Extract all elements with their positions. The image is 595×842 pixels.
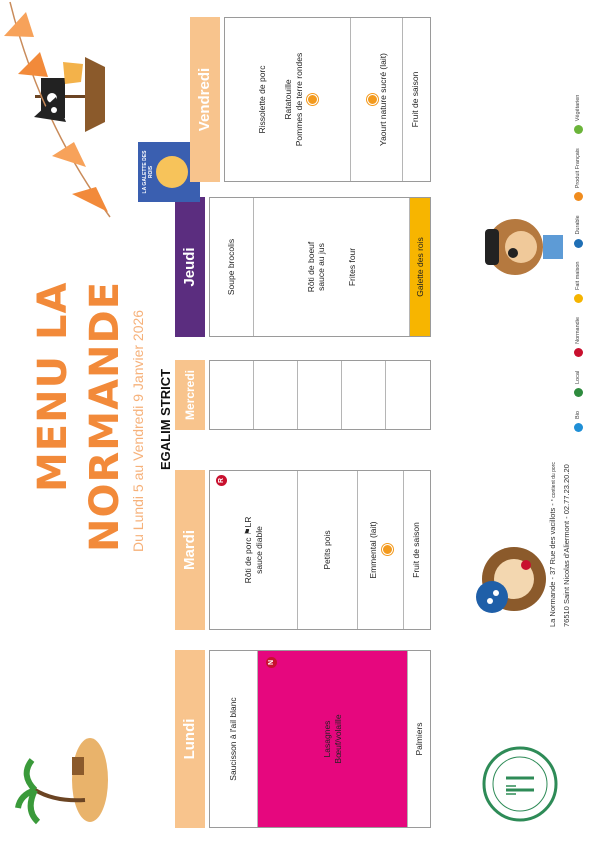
footer-address-line2: 76510 Saint Nicolas d'Aliermont - 02.77.23.20.20: [562, 464, 571, 627]
menu-item: Yaourt nature sucré (lait): [378, 53, 389, 146]
produit-francais-icon: [574, 192, 583, 201]
menu-item: Emmental (lait): [368, 521, 379, 579]
egalim-label: EGALIM STRICT: [158, 368, 173, 470]
legend-item-vegetarien: Végétarien: [574, 95, 583, 135]
menu-item: Fruit de saison: [410, 522, 421, 578]
day-header-vendredi: Vendredi: [190, 17, 220, 182]
day-column-mercredi: [175, 360, 430, 430]
menu-item: Rissolette de porc: [256, 65, 267, 134]
menu-item: Galette des rois: [414, 237, 425, 297]
menu-item: sauce diable: [253, 526, 264, 574]
menu-cell-mardi-fromage: [358, 471, 404, 629]
menu-item: Saucisson à l'ail blanc: [228, 697, 239, 781]
menu-title: MENU LA: [30, 281, 76, 492]
menu-item: Bœuf/volaille: [332, 714, 343, 764]
normandie-badge-icon: N: [266, 657, 277, 668]
menu-item: Ratatouille: [283, 79, 294, 120]
legend-item-fait-maison: Fait maison: [574, 262, 583, 303]
label-rouge-badge-icon: R: [216, 475, 227, 486]
bio-icon: [574, 423, 583, 432]
menu-cell-lundi-entree: [210, 651, 258, 827]
island-illustration: [10, 735, 120, 830]
legend-item-durable: Durable: [574, 215, 583, 247]
footer-address-line1: La Normande - 37 Rue des vacillots - * contient du porc: [548, 462, 557, 627]
galette-label: LA GALETTE DES ROIS: [142, 150, 154, 194]
menu-cell-lundi-plat: [258, 651, 408, 827]
menu-cell-mercredi-4: [342, 361, 386, 429]
menu-item: Lasagnes: [321, 720, 332, 758]
menu-item: Soupe brocolis: [226, 238, 237, 296]
menu-item: Frites four: [346, 247, 357, 287]
menu-cell-mercredi-1: [210, 361, 254, 429]
menu-cell-jeudi-plat: [254, 198, 410, 336]
menu-item: Rôti de boeuf: [305, 241, 316, 293]
legend-item-produit-francais: Produit Français: [574, 148, 583, 201]
menu-cell-vendredi-dessert: [403, 18, 428, 181]
fait-maison-dot-icon: [307, 94, 318, 105]
menu-item: sauce au jus: [316, 243, 327, 291]
menu-cell-vendredi-plat: [225, 18, 351, 181]
menu-cell-mardi-legume: [298, 471, 358, 629]
menu-title-restaurant: NORMANDE: [82, 280, 128, 552]
day-header-mardi: Mardi: [175, 470, 205, 630]
la-normande-logo: [480, 744, 560, 824]
normandie-icon: [574, 348, 583, 357]
legend: [570, 12, 586, 432]
day-column-jeudi: [175, 197, 430, 337]
day-column-mardi: [175, 470, 430, 630]
menu-item: Rôti de porc ⚑LR: [242, 516, 253, 584]
day-column-lundi: [175, 650, 430, 828]
fait-maison-dot-icon: [382, 545, 393, 556]
vegetarien-icon: [574, 125, 583, 134]
menu-cell-mercredi-3: [298, 361, 342, 429]
bunting-decoration: [0, 0, 115, 222]
day-column-vendredi: [190, 17, 430, 182]
pirate-monkey-illustration: [475, 207, 570, 287]
fait-maison-icon: [574, 294, 583, 303]
legend-item-local: Local: [574, 371, 583, 397]
pirate-boy-illustration: [462, 532, 557, 627]
menu-item: Petits pois: [322, 530, 333, 570]
menu-cell-mardi-plat: [210, 471, 298, 629]
menu-cell-mercredi-2: [254, 361, 298, 429]
menu-date-range: Du Lundi 5 au Vendredi 9 Janvier 2026: [130, 309, 146, 552]
day-header-lundi: Lundi: [175, 650, 205, 828]
menu-item: Palmiers: [413, 722, 424, 756]
durable-icon: [574, 239, 583, 248]
menu-cell-vendredi-laitage: [351, 18, 403, 181]
legend-item-normandie: Normandie: [574, 317, 583, 357]
menu-item: Fruit de saison: [410, 71, 421, 128]
fait-maison-dot-icon: [367, 94, 378, 105]
legend-item-bio: Bio: [574, 411, 583, 432]
day-header-mercredi: Mercredi: [175, 360, 205, 430]
day-header-jeudi: Jeudi: [175, 197, 205, 337]
menu-cell-jeudi-dessert: [410, 198, 430, 336]
menu-item: Pommes de terre rondes: [293, 52, 304, 147]
menu-cell-jeudi-entree: [210, 198, 254, 336]
menu-cell-mercredi-5: [386, 361, 430, 429]
menu-cell-lundi-dessert: [408, 651, 430, 827]
local-icon: [574, 388, 583, 397]
menu-cell-mardi-dessert: [404, 471, 428, 629]
